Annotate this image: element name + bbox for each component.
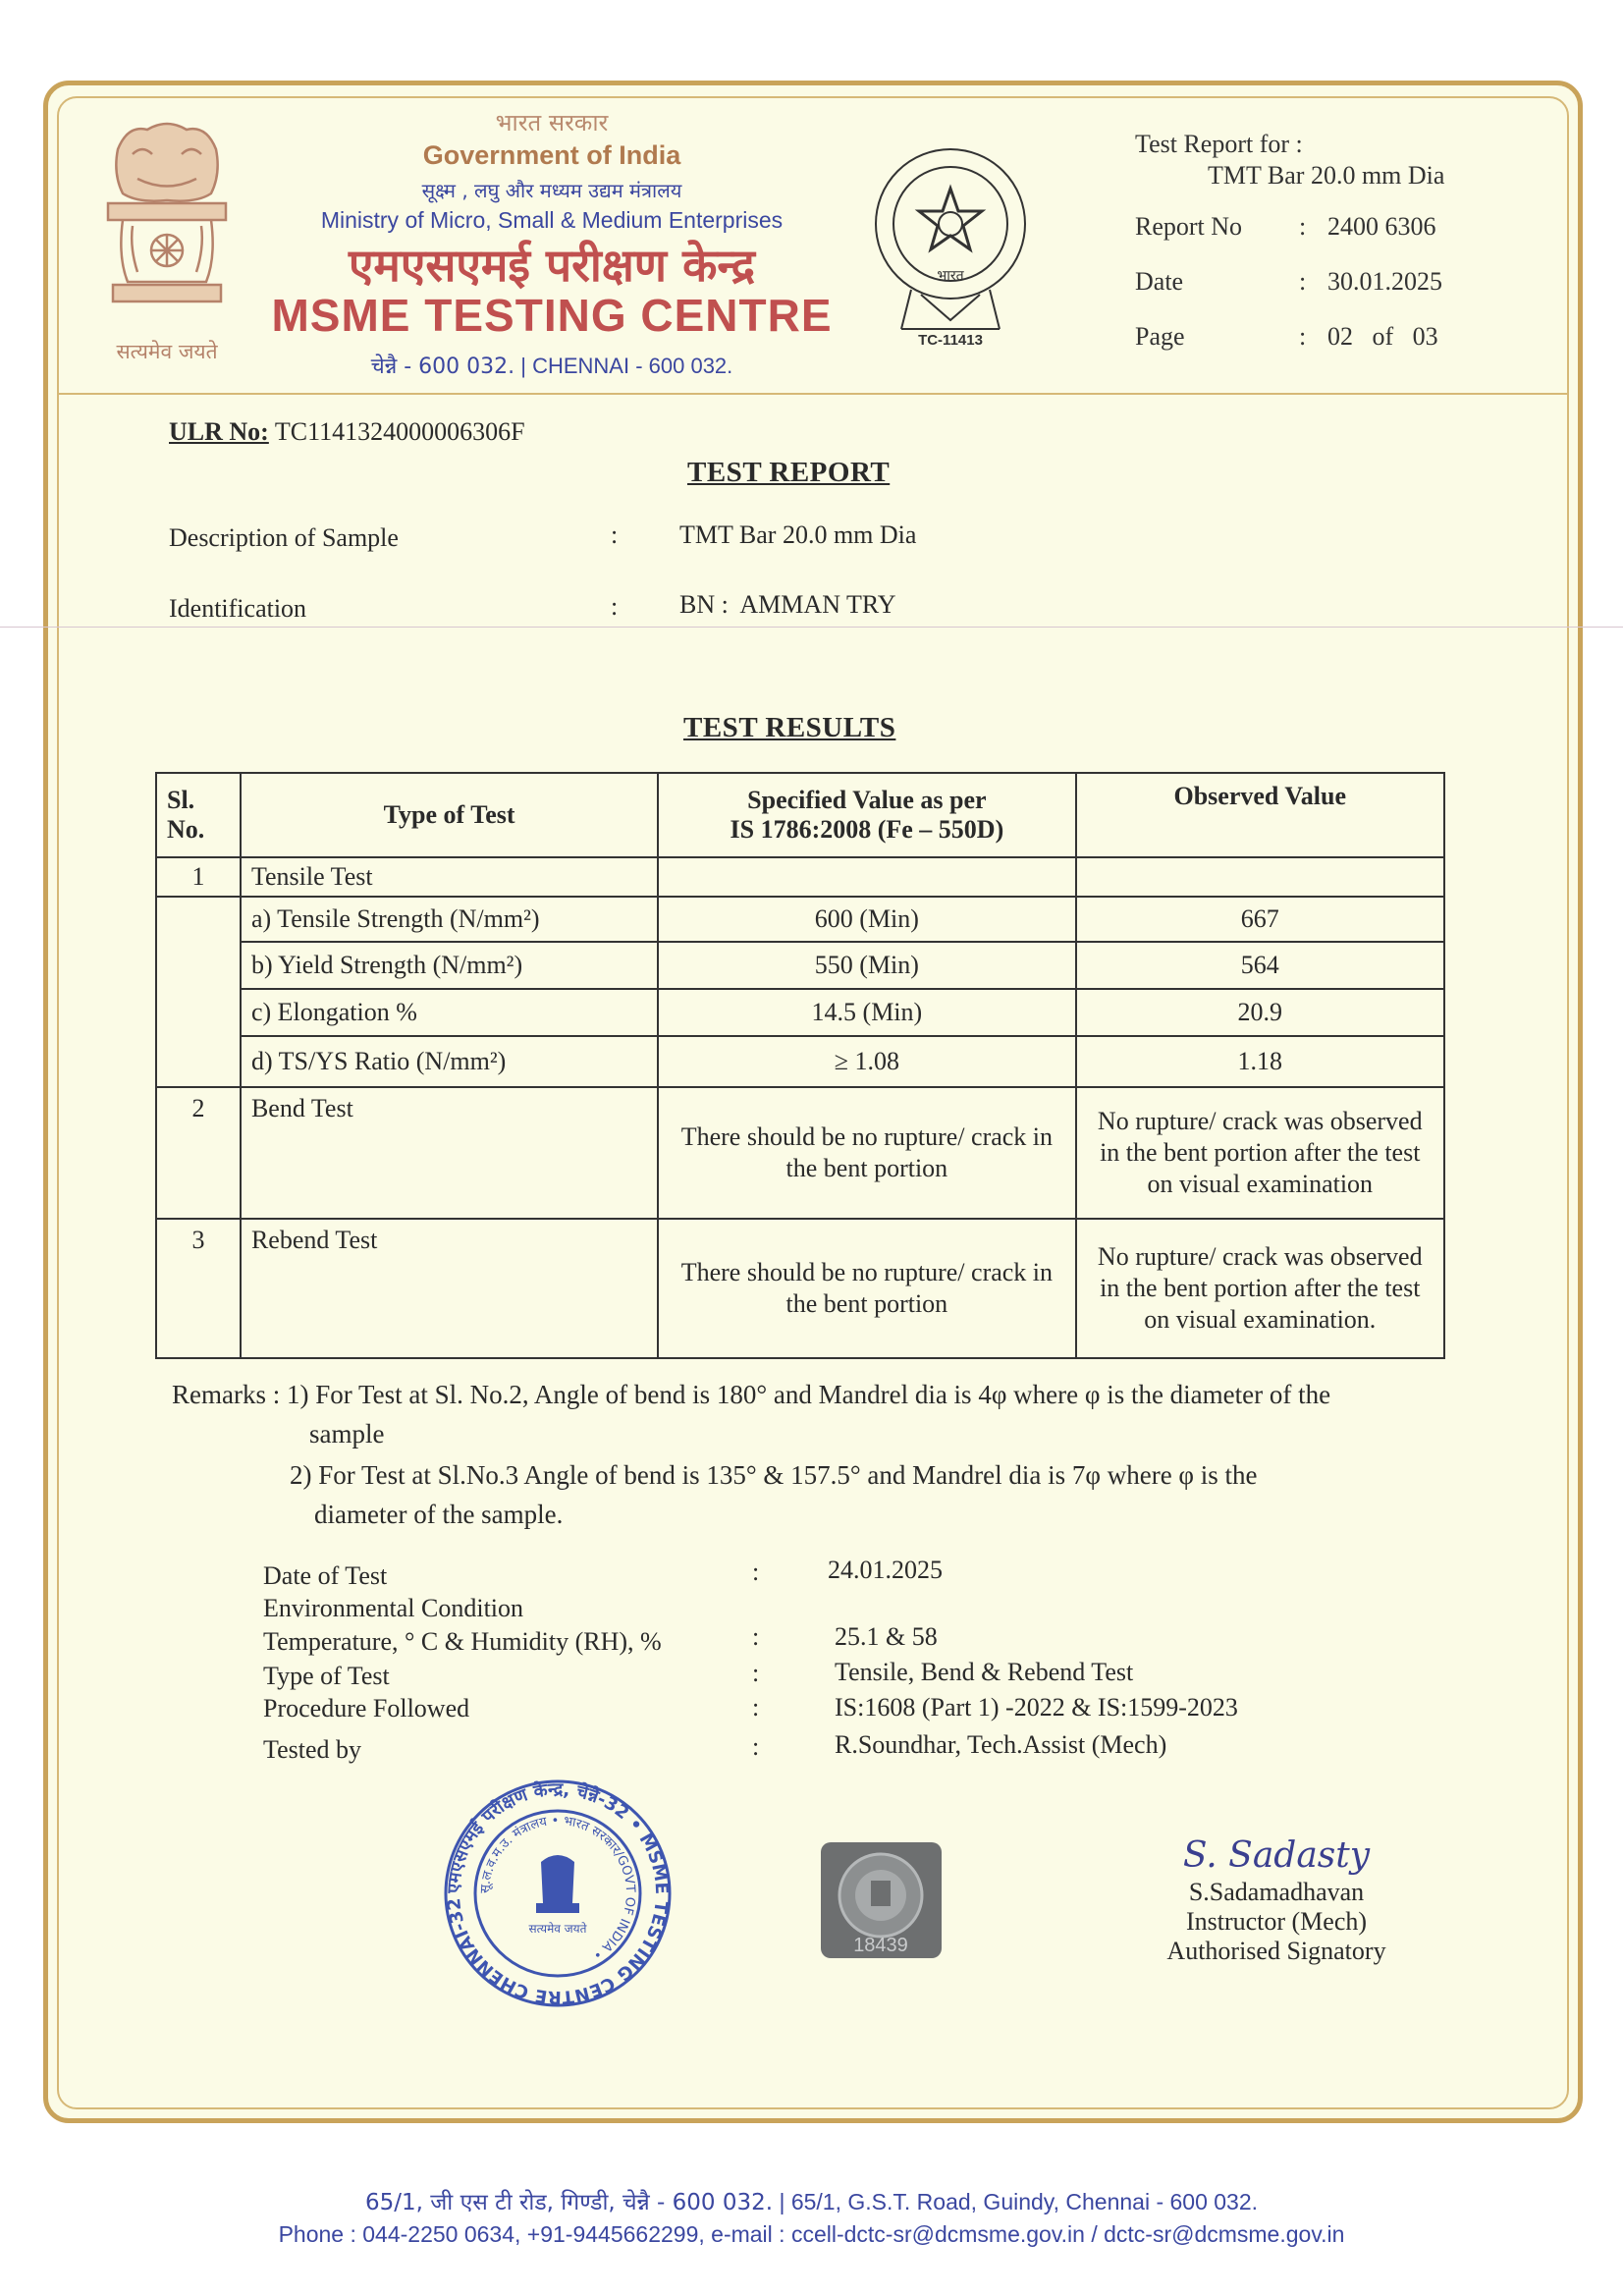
- seal-outer-text: एमएसएमई परीक्षण केन्द्र, चेन्नै-32 • MSME TESTING CENTRE CHENNAI-32: [443, 1778, 673, 2008]
- seal-motto: सत्यमेव जयते: [528, 1922, 587, 1936]
- signatory-name: S.Sadamadhavan: [1188, 1878, 1365, 1906]
- header-spec-line2: IS 1786:2008 (Fe – 550D): [730, 815, 1004, 844]
- table-row: [156, 1219, 1444, 1358]
- report-title: TEST REPORT: [687, 457, 891, 488]
- table-row: [156, 897, 1444, 942]
- header-sl-line2: No.: [167, 815, 205, 844]
- hologram-number: 18439: [853, 1935, 908, 1956]
- date-of-test-label: Date of Test: [263, 1561, 388, 1590]
- gov-hindi: भारत सरकार: [495, 109, 609, 137]
- environmental-condition-label: Environmental Condition: [263, 1594, 524, 1622]
- footer-contact: Phone : 044-2250 0634, +91-9445662299, e-mail : ccell-dctc-sr@dcmsme.gov.in / dctc-sr@dcmsme.gov.in: [278, 2221, 1345, 2247]
- report-for-label: Test Report for :: [1135, 130, 1303, 158]
- national-emblem-icon: [79, 110, 255, 370]
- row-spec: 14.5 (Min): [658, 989, 1075, 1036]
- table-header-row: [156, 773, 1444, 857]
- row-test-name: b) Yield Strength (N/mm²): [241, 942, 658, 989]
- tested-by-value: R.Soundhar, Tech.Assist (Mech): [835, 1730, 1167, 1759]
- report-no-value: 2400 6306: [1327, 212, 1436, 241]
- emblem-motto: सत्यमेव जयते: [116, 340, 218, 363]
- gov-english: Government of India: [422, 140, 681, 170]
- table-row: [156, 942, 1444, 989]
- ministry-english: Ministry of Micro, Small & Medium Enterprises: [320, 207, 784, 233]
- row-spec: There should be no rupture/ crack in the bent portion: [658, 1219, 1075, 1358]
- accreditation-code: TC-11413: [918, 332, 983, 349]
- header-type: Type of Test: [241, 773, 658, 857]
- signature-image: S. Sadasty: [1182, 1835, 1371, 1876]
- signatory-role: Authorised Signatory: [1166, 1937, 1386, 1965]
- ulr-value: TC1141324000006306F: [274, 417, 525, 446]
- header-observed: Observed Value: [1076, 773, 1444, 857]
- row-spec: 600 (Min): [658, 897, 1075, 942]
- row-test-name: d) TS/YS Ratio (N/mm²): [241, 1036, 658, 1087]
- centre-name-english: MSME TESTING CENTRE: [271, 289, 833, 341]
- table-row: [156, 1036, 1444, 1087]
- row-test-name: Tensile Test: [241, 857, 658, 897]
- row-sl-no: 3: [156, 1219, 241, 1358]
- date-colon: :: [1299, 267, 1307, 296]
- row-spec: 550 (Min): [658, 942, 1075, 989]
- row-observed: 1.18: [1076, 1036, 1444, 1087]
- type-of-test-colon: :: [752, 1659, 760, 1687]
- description-colon: :: [611, 520, 619, 549]
- date-label: Date: [1135, 267, 1184, 296]
- ministry-hindi: सूक्ष्म , लघु और मध्यम उद्यम मंत्रालय: [421, 179, 682, 202]
- procedure-colon: :: [752, 1693, 760, 1722]
- accreditation-word: भारत: [937, 268, 964, 284]
- row-observed: No rupture/ crack was observed in the bent portion after the test on visual examination: [1076, 1087, 1444, 1219]
- row-observed: [1076, 857, 1444, 897]
- identification-value: BN : AMMAN TRY: [679, 590, 896, 619]
- remarks-label: Remarks :: [172, 1380, 281, 1409]
- footer-address-english: | 65/1, G.S.T. Road, Guindy, Chennai - 600 032.: [779, 2189, 1259, 2214]
- table-row: [156, 989, 1444, 1036]
- table-row: [156, 857, 1444, 897]
- description-value: TMT Bar 20.0 mm Dia: [679, 520, 917, 549]
- header-sl-line1: Sl.: [167, 786, 195, 814]
- page-colon: :: [1299, 322, 1307, 351]
- row-spec: [658, 857, 1075, 897]
- ulr-number: [169, 417, 525, 447]
- row-test-name: a) Tensile Strength (N/mm²): [241, 897, 658, 942]
- procedure-label: Procedure Followed: [263, 1694, 470, 1722]
- remark-1-line1: 1) For Test at Sl. No.2, Angle of bend is 180° and Mandrel dia is 4φ where φ is the diameter of the: [286, 1380, 1331, 1409]
- office-seal-stamp: [440, 1776, 676, 2011]
- row-spec: There should be no rupture/ crack in the bent portion: [658, 1087, 1075, 1219]
- row-sl-no: 1: [156, 857, 241, 897]
- remark-2-line2: diameter of the sample.: [314, 1500, 564, 1529]
- issuer-header: [257, 106, 846, 380]
- ulr-label: ULR No:: [169, 417, 269, 446]
- row-test-name: Bend Test: [241, 1087, 658, 1219]
- row-observed: 20.9: [1076, 989, 1444, 1036]
- address-english: | CHENNAI - 600 032.: [520, 354, 733, 379]
- date-value: 30.01.2025: [1327, 267, 1442, 296]
- results-title: TEST RESULTS: [683, 712, 896, 743]
- signatory-designation: Instructor (Mech): [1185, 1907, 1368, 1936]
- tested-by-label: Tested by: [263, 1735, 361, 1764]
- type-of-test-value: Tensile, Bend & Rebend Test: [835, 1658, 1134, 1686]
- date-of-test-value: 24.01.2025: [828, 1556, 943, 1584]
- row-test-name: Rebend Test: [241, 1219, 658, 1358]
- report-no-colon: :: [1299, 212, 1307, 241]
- footer-address-hindi: 65/1, जी एस टी रोड, गिण्डी, चेन्नै - 600 032.: [364, 2190, 774, 2215]
- remarks: [172, 1375, 1448, 1534]
- remark-1-line2: sample: [309, 1419, 385, 1449]
- row-observed: 564: [1076, 942, 1444, 989]
- row-sl-no: [156, 897, 241, 1087]
- remark-2-line1: 2) For Test at Sl.No.3 Angle of bend is 135° & 157.5° and Mandrel dia is 7φ where φ is the: [290, 1460, 1258, 1490]
- header-divider: [59, 393, 1567, 395]
- row-observed: No rupture/ crack was observed in the bent portion after the test on visual examination.: [1076, 1219, 1444, 1358]
- row-spec: ≥ 1.08: [658, 1036, 1075, 1087]
- seal-inner-text: सू.ल.व.म.उ. मंत्रालय • भारत सरकार/GOVT OF INDIA •: [477, 1813, 638, 1963]
- row-test-name: c) Elongation %: [241, 989, 658, 1036]
- accreditation-mark-icon: [862, 137, 1039, 363]
- identification-colon: :: [611, 592, 619, 621]
- paper-fold-line: [0, 627, 1623, 628]
- type-of-test-label: Type of Test: [263, 1662, 390, 1690]
- tested-by-colon: :: [752, 1732, 760, 1761]
- description-label: Description of Sample: [169, 523, 399, 552]
- page-value: 02 of 03: [1327, 322, 1438, 351]
- report-no-label: Report No: [1135, 212, 1243, 241]
- procedure-value: IS:1608 (Part 1) -2022 & IS:1599-2023: [835, 1693, 1238, 1722]
- row-observed: 667: [1076, 897, 1444, 942]
- header-sl-no: [156, 773, 241, 857]
- footer-address: [0, 2185, 1623, 2216]
- temperature-value: 25.1 & 58: [835, 1622, 938, 1651]
- header-spec-line1: Specified Value as per: [747, 786, 987, 814]
- temperature-colon: :: [752, 1622, 760, 1651]
- page-label: Page: [1135, 322, 1185, 351]
- identification-label: Identification: [169, 594, 307, 623]
- results-table: [155, 772, 1445, 1359]
- centre-address: [257, 351, 846, 380]
- centre-name-hindi: एमएसएमई परीक्षण केन्द्र: [348, 239, 756, 292]
- table-row: [156, 1087, 1444, 1219]
- report-for-value: TMT Bar 20.0 mm Dia: [1208, 161, 1445, 190]
- hologram-sticker: [820, 1841, 943, 1959]
- header-spec: [658, 773, 1075, 857]
- row-sl-no: 2: [156, 1087, 241, 1219]
- date-of-test-colon: :: [752, 1558, 760, 1586]
- signatory-block: [1139, 1834, 1414, 1966]
- temperature-label: Temperature, ° C & Humidity (RH), %: [263, 1627, 662, 1656]
- address-hindi: चेन्नै - 600 032.: [370, 355, 515, 380]
